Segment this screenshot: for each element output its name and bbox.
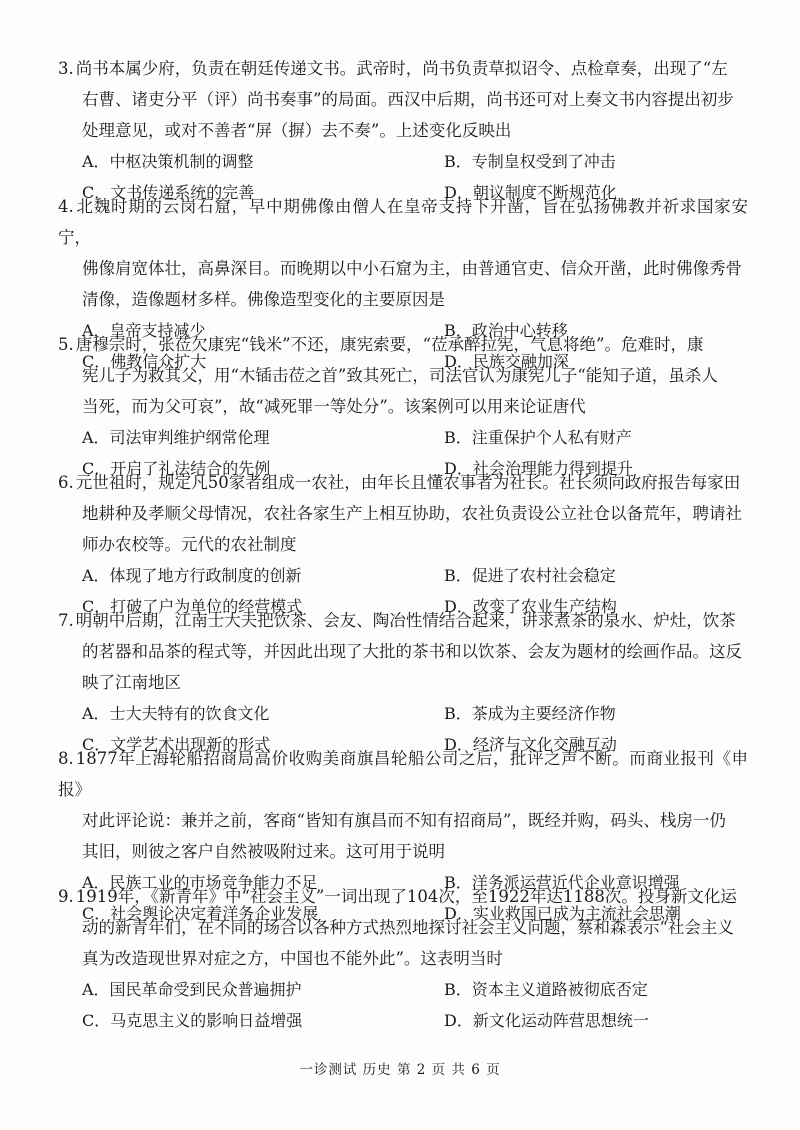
question-stem xyxy=(58,881,748,974)
stem-line-2: 动的新青年们，在不同的场合以各种方式热烈地探讨社会主义问题，蔡和森表示“社会主义 xyxy=(82,918,734,937)
question-9 xyxy=(58,881,748,1036)
option-c[interactable]: C．文书传递系统的完善 xyxy=(82,183,255,202)
stem-line-2: 右曹、诸吏分平（评）尚书奏事”的局面。西汉中后期，尚书还可对上奏文书内容提出初步 xyxy=(82,90,734,109)
stem-line-3: 清像，造像题材多样。佛像造型变化的主要原因是 xyxy=(82,290,445,309)
option-a[interactable]: A．皇帝支持减少 xyxy=(82,321,206,340)
option-b[interactable]: B．注重保护个人私有财产 xyxy=(444,428,632,447)
option-d[interactable]: D．实业救国已成为主流社会思潮 xyxy=(444,904,681,923)
stem-line-1: 6. 元世祖时，规定凡50家者组成一农社，由年长且懂农事者为社长。社长须向政府报告每家田 xyxy=(58,473,740,492)
option-b[interactable]: B．政治中心转移 xyxy=(444,321,568,340)
stem-line-1: 7. 明朝中后期，江南士大夫把饮茶、会友、陶冶性情结合起来，讲求煮茶的泉水、炉灶，饮茶 xyxy=(58,611,736,630)
option-a[interactable]: A．士大夫特有的饮食文化 xyxy=(82,704,270,723)
option-a[interactable]: A．中枢决策机制的调整 xyxy=(82,152,254,171)
question-number: 7. xyxy=(58,611,74,630)
option-a[interactable]: A．体现了地方行政制度的创新 xyxy=(82,566,302,585)
stem-line-2: 佛像肩宽体壮，高鼻深目。而晚期以中小石窟为主，由普通官吏、信众开凿，此时佛像秀骨 xyxy=(82,259,742,278)
option-d[interactable]: D．朝议制度不断规范化 xyxy=(444,183,617,202)
question-5 xyxy=(58,329,748,484)
question-7 xyxy=(58,605,748,760)
option-d[interactable]: D．新文化运动阵营思想统一 xyxy=(444,1011,649,1030)
option-b[interactable]: B．促进了农村社会稳定 xyxy=(444,566,616,585)
option-b[interactable]: B．资本主义道路被彻底否定 xyxy=(444,980,648,999)
option-a[interactable]: A．司法审判维护纲常伦理 xyxy=(82,428,270,447)
option-a[interactable]: A．国民革命受到民众普遍拥护 xyxy=(82,980,302,999)
question-6 xyxy=(58,467,748,622)
stem-line-2: 的茗器和品茶的程式等，并因此出现了大批的茶书和以饮茶、会友为题材的绘画作品。这反 xyxy=(82,642,742,661)
option-b[interactable]: B．专制皇权受到了冲击 xyxy=(444,152,616,171)
question-3 xyxy=(58,53,748,208)
question-stem xyxy=(58,53,748,146)
question-number: 9. xyxy=(58,887,74,906)
stem-line-3: 其旧，则彼之客户自然被吸附过来。这可用于说明 xyxy=(82,842,445,861)
stem-line-2: 宪儿子为救其父，用“木锸击莅之首”致其死亡，司法官认为康宪儿子“能知子道，虽杀人 xyxy=(82,366,718,385)
option-c[interactable]: C．打破了户为单位的经营模式 xyxy=(82,597,303,616)
question-stem xyxy=(58,467,748,560)
question-number: 5. xyxy=(58,335,74,354)
stem-line-1: 5. 唐穆宗时，张莅欠康宪“钱米”不还，康宪索要，“莅承醉拉宪，气息将绝”。危难时，康 xyxy=(58,335,704,354)
option-d[interactable]: D．社会治理能力得到提升 xyxy=(444,459,633,478)
stem-line-3: 映了江南地区 xyxy=(82,673,181,692)
options xyxy=(58,974,748,1036)
question-number: 4. xyxy=(58,197,74,216)
page-footer: 一诊测试 历史 第 2 页 共 6 页 xyxy=(299,1062,501,1078)
question-stem xyxy=(58,191,748,315)
option-a[interactable]: A．民族工业的市场竞争能力不足 xyxy=(82,873,318,892)
option-b[interactable]: B．茶成为主要经济作物 xyxy=(444,704,616,723)
question-number: 6. xyxy=(58,473,74,492)
option-d[interactable]: D．改变了农业生产结构 xyxy=(444,597,617,616)
option-c[interactable]: C．佛教信众扩大 xyxy=(82,352,207,371)
option-c[interactable]: C．社会舆论决定着洋务企业发展 xyxy=(82,904,319,923)
option-b[interactable]: B．洋务派运营近代企业意识增强 xyxy=(444,873,680,892)
question-stem xyxy=(58,743,748,867)
question-number: 3. xyxy=(58,59,74,78)
option-c[interactable]: C．文学艺术出现新的形式 xyxy=(82,735,271,754)
option-c[interactable]: C．开启了礼法结合的先例 xyxy=(82,459,271,478)
stem-line-3: 当死，而为父可哀”，故“减死罪一等处分”。该案例可以用来论证唐代 xyxy=(82,397,586,416)
option-d[interactable]: D．经济与文化交融互动 xyxy=(444,735,617,754)
question-stem xyxy=(58,605,748,698)
stem-line-1: 4. 北魏时期的云岗石窟，早中期佛像由僧人在皇帝支持下开凿，旨在弘扬佛教并祈求国家安宁， xyxy=(58,197,748,247)
question-number: 8. xyxy=(58,749,74,768)
option-d[interactable]: D．民族交融加深 xyxy=(444,352,569,371)
question-stem xyxy=(58,329,748,422)
stem-line-3: 真为改造现世界对症之方，中国也不能外此”。这表明当时 xyxy=(82,949,503,968)
option-c[interactable]: C．马克思主义的影响日益增强 xyxy=(82,1011,303,1030)
stem-line-3: 师办农校等。元代的农社制度 xyxy=(82,535,297,554)
stem-line-1: 8. 1877年上海轮船招商局高价收购美商旗昌轮船公司之后，批评之声不断。而商业报刊《申报》 xyxy=(58,749,748,799)
stem-line-1: 3. 尚书本属少府，负责在朝廷传递文书。武帝时，尚书负责草拟诏令、点检章奏，出现了“左 xyxy=(58,59,728,78)
stem-line-1: 9. 1919年，《新青年》中“社会主义”一词出现了104次，至1922年达1188次。投身新文化运 xyxy=(58,887,737,906)
stem-line-2: 地耕种及孝顺父母情况，农社各家生产上相互协助，农社负责设公立社仓以备荒年，聘请社 xyxy=(82,504,742,523)
stem-line-2: 对此评论说：兼并之前，客商“皆知有旗昌而不知有招商局”，既经并购，码头、栈房一仍 xyxy=(82,811,726,830)
stem-line-3: 处理意见，或对不善者“屏（摒）去不奏”。上述变化反映出 xyxy=(82,121,512,140)
